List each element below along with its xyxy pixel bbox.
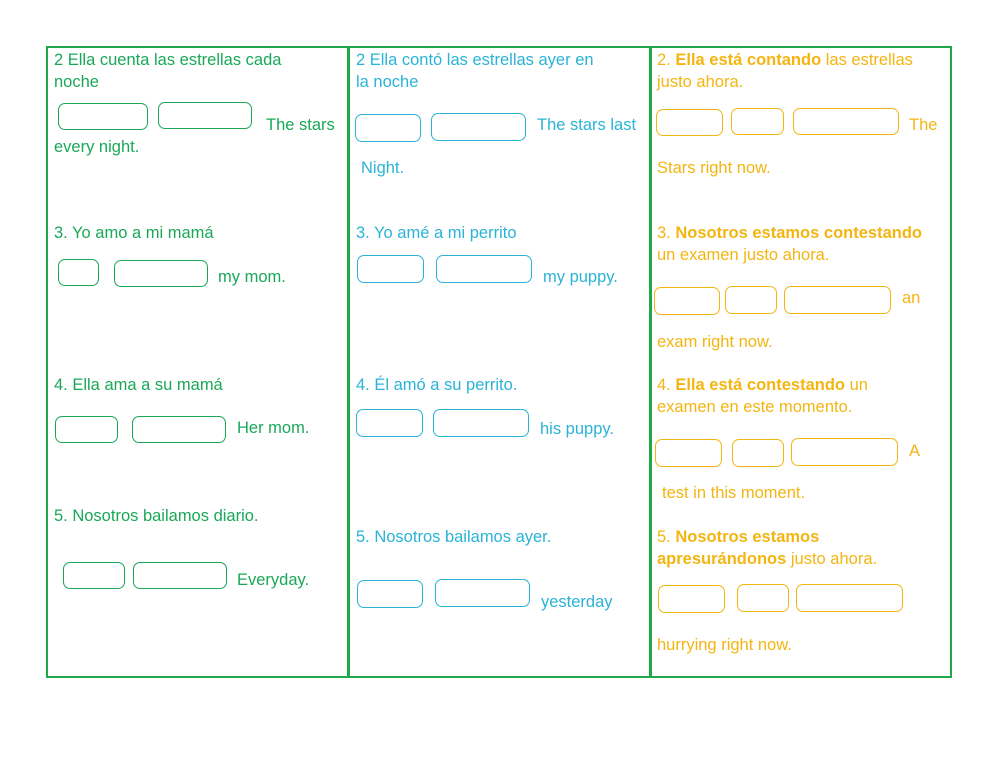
c1-q5-answer-box-1[interactable] — [63, 562, 125, 589]
c1-q3-answer-box-1[interactable] — [58, 259, 99, 286]
c2-q3-answer-box-2[interactable] — [436, 255, 532, 283]
c3-q2-answer-box-2[interactable] — [731, 108, 784, 135]
c2-q3-prompt: 3. Yo amé a mi perrito — [356, 224, 517, 242]
c2-q4-answer-box-2[interactable] — [433, 409, 529, 437]
c3-q3-answer-box-2[interactable] — [725, 286, 777, 314]
c2-q5-answer-tail: yesterday — [541, 593, 613, 611]
c3-q2-answer-box-3[interactable] — [793, 108, 899, 135]
c3-q2-answer-box-1[interactable] — [656, 109, 723, 136]
c2-q5-answer-box-2[interactable] — [435, 579, 530, 607]
c1-q2-answer-box-2[interactable] — [158, 102, 252, 129]
c3-q4-answer-line2: test in this moment. — [662, 484, 806, 502]
c1-q2-prompt-line2: noche — [54, 73, 99, 91]
c3-q3-prompt-line2: un examen justo ahora. — [657, 246, 830, 264]
c2-q4-prompt: 4. Él amó a su perrito. — [356, 376, 518, 394]
c3-q3-answer-line2: exam right now. — [657, 333, 773, 351]
c3-q5-answer-box-1[interactable] — [658, 585, 725, 613]
c3-q4-answer-box-2[interactable] — [732, 439, 784, 467]
c2-q4-answer-tail: his puppy. — [540, 420, 614, 438]
c3-q4-prompt-line2: examen en este momento. — [657, 398, 853, 416]
c3-q5-answer-box-3[interactable] — [796, 584, 903, 612]
c1-q2-answer-line2: every night. — [54, 138, 140, 156]
c3-q3-answer-box-1[interactable] — [654, 287, 720, 315]
c2-q5-answer-box-1[interactable] — [357, 580, 423, 608]
c1-q4-answer-box-2[interactable] — [132, 416, 226, 443]
c3-q2-prompt-line1: 2. Ella está contando las estrellas — [657, 51, 913, 69]
c2-q2-prompt-line1: 2 Ella contó las estrellas ayer en — [356, 51, 594, 69]
c2-q5-prompt: 5. Nosotros bailamos ayer. — [356, 528, 552, 546]
c3-q2-answer-line2: Stars right now. — [657, 159, 771, 177]
c2-q3-answer-box-1[interactable] — [357, 255, 424, 283]
column-divider-1 — [347, 46, 350, 678]
c1-q5-answer-box-2[interactable] — [133, 562, 227, 589]
c2-q2-answer-line2: Night. — [361, 159, 405, 177]
c3-q4-answer-tail: A — [909, 442, 921, 460]
c3-q5-answer-line2: hurrying right now. — [657, 636, 792, 654]
c1-q2-answer-box-1[interactable] — [58, 103, 148, 130]
c2-q2-answer-box-1[interactable] — [355, 114, 421, 142]
column-divider-2 — [649, 46, 652, 678]
c2-q3-answer-tail: my puppy. — [543, 268, 618, 286]
c1-q3-answer-box-2[interactable] — [114, 260, 208, 287]
c3-q5-prompt-line1: 5. Nosotros estamos — [657, 528, 820, 546]
c2-q4-answer-box-1[interactable] — [356, 409, 423, 437]
c2-q2-answer-box-2[interactable] — [431, 113, 526, 141]
c1-q4-answer-box-1[interactable] — [55, 416, 118, 443]
c2-q2-prompt-line2: la noche — [356, 73, 419, 91]
c3-q5-prompt-line2: apresurándonos justo ahora. — [657, 550, 878, 568]
c1-q4-answer-tail: Her mom. — [237, 419, 310, 437]
c3-q3-answer-tail: an — [902, 289, 921, 307]
c3-q4-prompt-line1: 4. Ella está contestando un — [657, 376, 868, 394]
c3-q4-answer-box-1[interactable] — [655, 439, 722, 467]
c1-q5-answer-tail: Everyday. — [237, 571, 310, 589]
c3-q4-answer-box-3[interactable] — [791, 438, 898, 466]
c3-q2-prompt-line2: justo ahora. — [657, 73, 744, 91]
c3-q3-prompt-line1: 3. Nosotros estamos contestando — [657, 224, 922, 242]
c1-q3-prompt: 3. Yo amo a mi mamá — [54, 224, 214, 242]
c3-q2-answer-tail: The — [909, 116, 938, 134]
c1-q5-prompt: 5. Nosotros bailamos diario. — [54, 507, 259, 525]
c1-q2-answer-tail: The stars — [266, 116, 335, 134]
c3-q5-answer-box-2[interactable] — [737, 584, 789, 612]
c1-q4-prompt: 4. Ella ama a su mamá — [54, 376, 223, 394]
c2-q2-answer-tail: The stars last — [537, 116, 637, 134]
c1-q3-answer-tail: my mom. — [218, 268, 286, 286]
c3-q3-answer-box-3[interactable] — [784, 286, 891, 314]
c1-q2-prompt-line1: 2 Ella cuenta las estrellas cada — [54, 51, 282, 69]
